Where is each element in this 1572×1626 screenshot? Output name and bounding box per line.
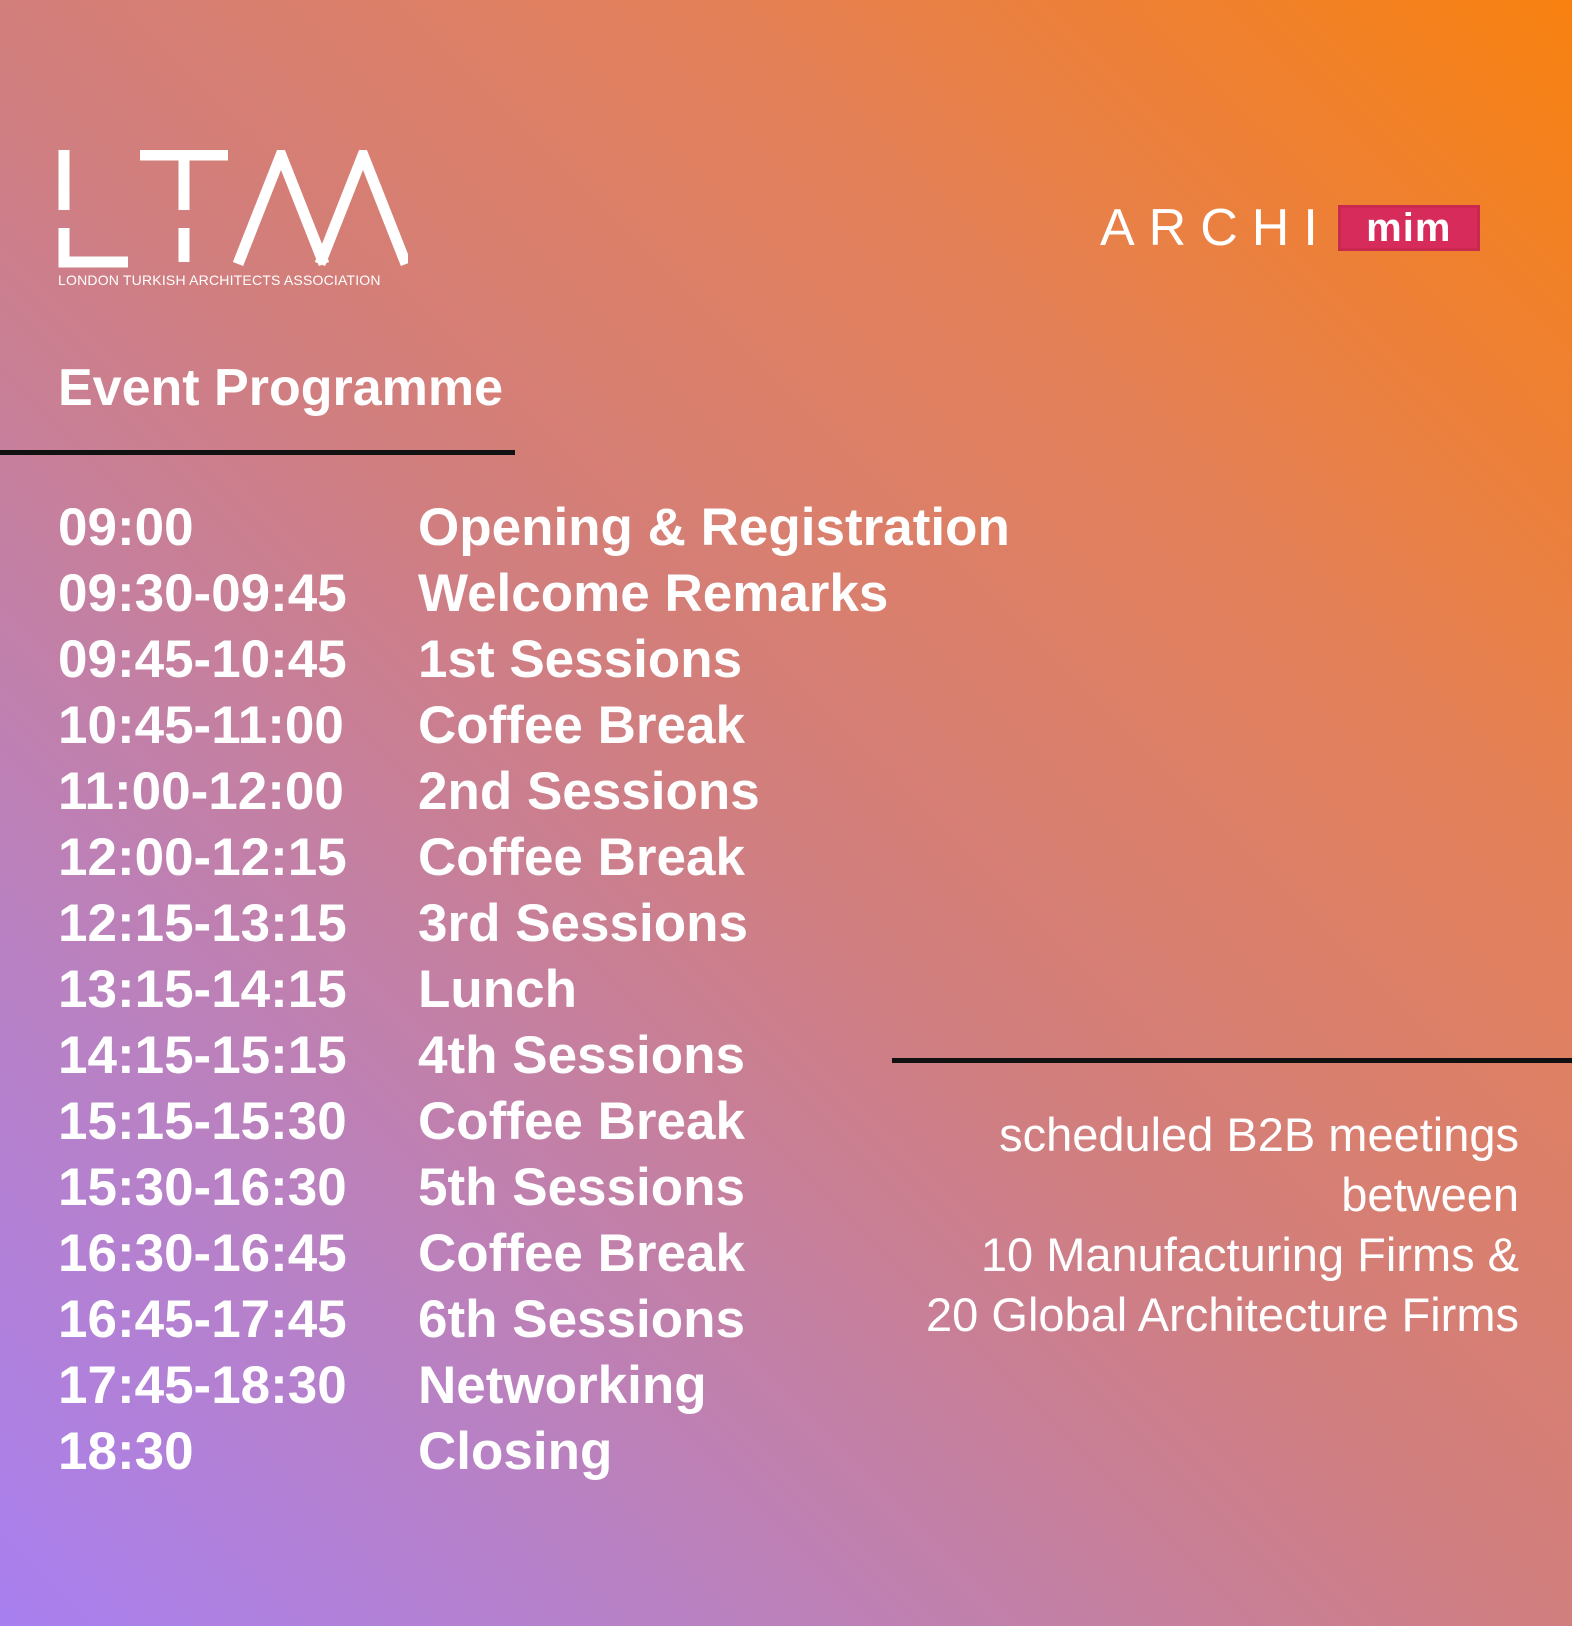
archimim-logo-prefix: ARCHI: [1100, 199, 1332, 257]
schedule-row: [58, 758, 1010, 824]
schedule-activity: 4th Sessions: [418, 1025, 745, 1085]
archimim-logo-badge: [1338, 205, 1480, 251]
schedule-activity: Coffee Break: [418, 827, 745, 887]
schedule-activity: Closing: [418, 1421, 613, 1481]
schedule-row: [58, 1286, 1010, 1352]
schedule-activity: Welcome Remarks: [418, 563, 889, 623]
schedule-row: [58, 956, 1010, 1022]
schedule-time: 12:15-13:15: [58, 893, 347, 953]
schedule-activity: Opening & Registration: [418, 497, 1010, 557]
schedule-row: [58, 560, 1010, 626]
schedule-time: 15:30-16:30: [58, 1157, 347, 1217]
schedule-activity: 5th Sessions: [418, 1157, 745, 1217]
schedule-activity: Coffee Break: [418, 1223, 745, 1283]
schedule-activity: 1st Sessions: [418, 629, 743, 689]
schedule-time: 09:30-09:45: [58, 563, 347, 623]
b2b-note-line: scheduled B2B meetings: [999, 1108, 1519, 1161]
b2b-divider: [892, 1058, 1572, 1063]
ltaa-logo-mark: [58, 150, 408, 268]
schedule-row: [58, 824, 1010, 890]
archimim-logo-badge-text: mim: [1366, 206, 1452, 250]
schedule-activity: Coffee Break: [418, 695, 745, 755]
schedule-time: 14:15-15:15: [58, 1025, 347, 1085]
b2b-note: [926, 1105, 1519, 1345]
schedule-row: [58, 494, 1010, 560]
schedule-list: [58, 494, 1010, 1484]
schedule-row: [58, 1154, 1010, 1220]
schedule-time: 16:30-16:45: [58, 1223, 347, 1283]
schedule-time: 13:15-14:15: [58, 959, 347, 1019]
schedule-row: [58, 1088, 1010, 1154]
b2b-note-line: 20 Global Architecture Firms: [926, 1288, 1519, 1341]
schedule-activity: 2nd Sessions: [418, 761, 760, 821]
schedule-row: [58, 626, 1010, 692]
schedule-time: 16:45-17:45: [58, 1289, 347, 1349]
schedule-activity: Coffee Break: [418, 1091, 745, 1151]
schedule-time: 17:45-18:30: [58, 1355, 347, 1415]
schedule-row: [58, 1220, 1010, 1286]
page-title: Event Programme: [58, 359, 504, 417]
b2b-note-line: between: [1341, 1168, 1519, 1221]
schedule-time: 15:15-15:30: [58, 1091, 347, 1151]
schedule-activity: Lunch: [418, 959, 577, 1019]
archimim-logo: [1100, 199, 1480, 257]
ltaa-logo: [58, 150, 418, 288]
schedule-time: 11:00-12:00: [58, 761, 344, 821]
schedule-time: 09:45-10:45: [58, 629, 347, 689]
schedule-time: 12:00-12:15: [58, 827, 347, 887]
schedule-activity: 6th Sessions: [418, 1289, 745, 1349]
schedule-row: [58, 1418, 1010, 1484]
ltaa-subtitle: LONDON TURKISH ARCHITECTS ASSOCIATION: [58, 272, 381, 288]
schedule-row: [58, 692, 1010, 758]
schedule-row: [58, 1352, 1010, 1418]
schedule-time: 10:45-11:00: [58, 695, 344, 755]
b2b-note-line: 10 Manufacturing Firms &: [980, 1228, 1519, 1281]
schedule-activity: 3rd Sessions: [418, 893, 748, 953]
schedule-row: [58, 1022, 1010, 1088]
schedule-time: 18:30: [58, 1421, 194, 1481]
schedule-activity: Networking: [418, 1355, 707, 1415]
title-divider: [0, 450, 515, 455]
schedule-row: [58, 890, 1010, 956]
schedule-time: 09:00: [58, 497, 194, 557]
